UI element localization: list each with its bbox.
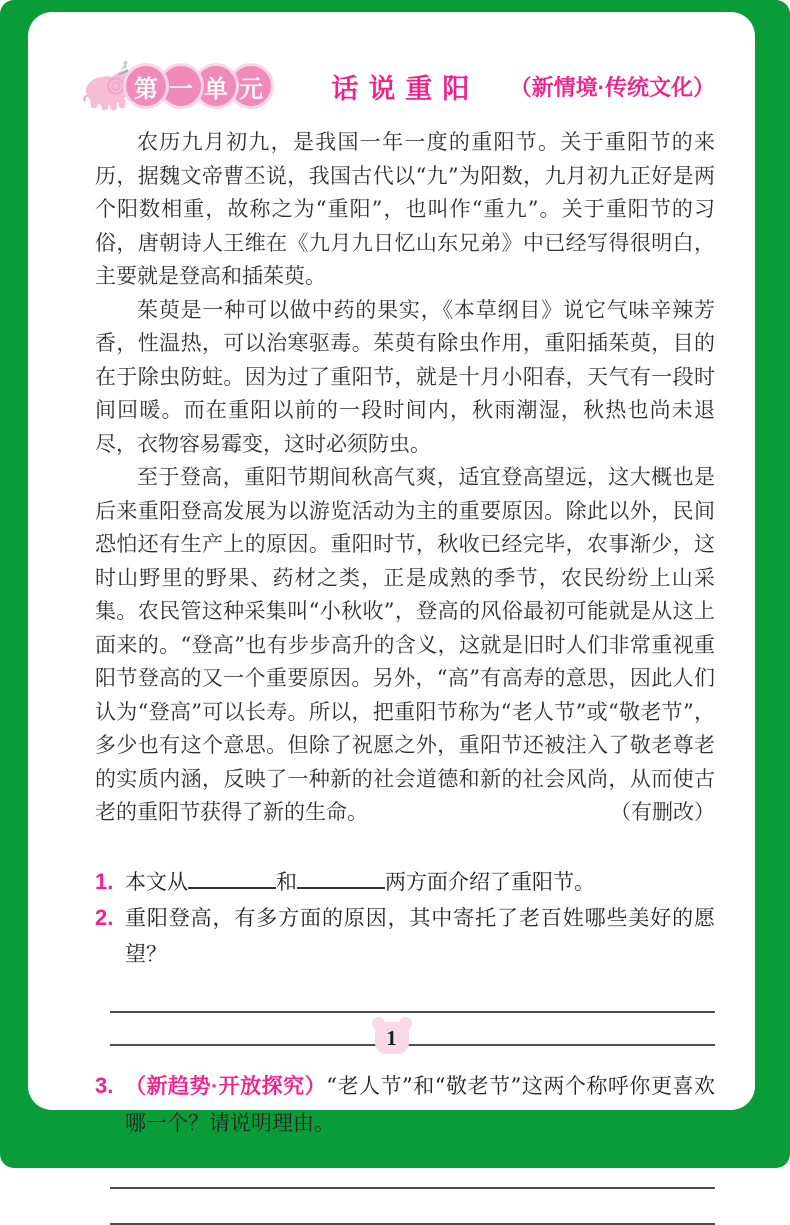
question-1-text-part2: 和 (276, 869, 297, 894)
question-2 (95, 900, 715, 972)
question-3-tag: （新趋势·开放探究） (125, 1074, 327, 1098)
page-title: 话说重阳 (331, 73, 480, 104)
question-1-blank-1[interactable] (188, 868, 276, 889)
passage-paragraph: 农历九月初九，是我国一年一度的重阳节。关于重阳节的来历，据魏文帝曹丕说，我国古代以“九”为阳数，九月初九正好是两个阳数相重，故称之为“重阳”，也叫作“重九”。关于重阳节的习俗，唐朝诗人王维在《九月九日忆山东兄弟》中已经写得很明白，主要就是登高和插茱萸。 (95, 130, 715, 288)
unit-badge-char: 第 (126, 66, 166, 106)
footer (28, 1022, 755, 1054)
answer-line[interactable] (110, 1189, 715, 1225)
passage-paragraph (95, 461, 715, 830)
question-2-number: 2. (95, 904, 114, 930)
passage-attribution: （有删改） (610, 800, 715, 824)
question-3 (95, 1068, 715, 1141)
page-header (95, 60, 715, 112)
page-number: 1 (386, 1025, 397, 1050)
reading-passage (95, 126, 715, 830)
answer-line[interactable] (110, 1153, 715, 1189)
question-2-text: 重阳登高，有多方面的原因，其中寄托了老百姓哪些美好的愿望？ (125, 905, 715, 966)
question-1-text-part1: 本文从 (125, 869, 188, 894)
question-1-text-part3: 两方面介绍了重阳节。 (385, 869, 595, 894)
unit-badge (81, 59, 271, 113)
unit-badge-circles (131, 66, 271, 106)
question-1 (95, 864, 715, 900)
unit-badge-char: 元 (231, 66, 271, 106)
passage-paragraph-text: 至于登高，重阳节期间秋高气爽，适宜登高望远，这大概也是后来重阳登高发展为以游览活动为主的重要原因。除此以外，民间恐怕还有生产上的原因。重阳时节，秋收已经完毕，农事渐少，这时山野里的野果、药材之类，正是成熟的季节，农民纷纷上山采集。农民管这种采集叫“小秋收”，登高的风俗最初可能就是从这上面来的。“登高”也有步步高升的含义，这就是旧时人们非常重视重阳节登高的又一个重要原因。另外，“高”有高寿的意思，因此人们认为“登高”可以长寿。所以，把重阳节称为“老人节”或“敬老节”，多少也有这个意思。但除了祝愿之外，重阳节还被注入了敬老尊老的实质内涵，反映了一种新的社会道德和新的社会风尚，从而使古老的重阳节获得了新的生命。 (95, 465, 715, 824)
worksheet-page (28, 12, 755, 1135)
question-1-blank-2[interactable] (297, 868, 385, 889)
question-3-number: 3. (95, 1072, 114, 1098)
question-3-answer-area (110, 1153, 715, 1225)
question-3-text: “老人节”和“敬老节”这两个称呼你更喜欢哪一个？请说明理由。 (125, 1073, 715, 1135)
unit-badge-char: 一 (161, 66, 201, 106)
context-tag: （新情境·传统文化） (509, 74, 715, 100)
page-number-bear-badge (375, 1022, 409, 1054)
unit-badge-char: 单 (196, 66, 236, 106)
answer-line[interactable] (110, 980, 715, 1013)
passage-paragraph: 茱萸是一种可以做中药的果实，《本草纲目》说它气味辛辣芳香，性温热，可以治寒驱毒。茱萸有除虫作用，重阳插茱萸，目的在于除虫防蛀。因为过了重阳节，就是十月小阳春，天气有一段时间回暖。而在重阳以前的一段时间内，秋雨潮湿，秋热也尚未退尽，衣物容易霉变，这时必须防虫。 (95, 297, 715, 456)
question-1-number: 1. (95, 868, 114, 894)
